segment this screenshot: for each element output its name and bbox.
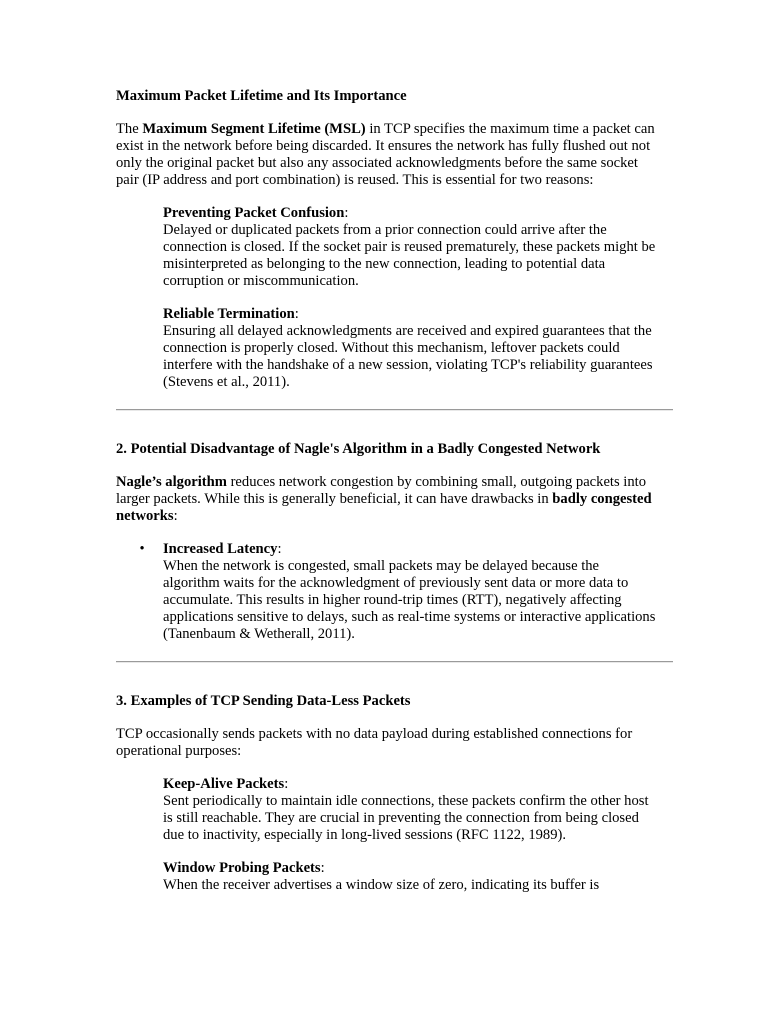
- bullet-icon: •: [139, 541, 145, 557]
- item-heading: Reliable Termination:: [163, 306, 299, 322]
- congested-term: badly congested networks: [116, 491, 652, 524]
- item-body: When the receiver advertises a window size of zero, indicating its buffer is: [163, 877, 600, 893]
- list-item: [163, 205, 656, 290]
- section2-list: [139, 541, 656, 643]
- section1-list: [163, 205, 656, 391]
- bullet-item: [139, 541, 656, 643]
- list-item: [163, 860, 656, 894]
- section1-intro: The Maximum Segment Lifetime (MSL) in TCP specifies the maximum time a packet can exist in the network before being discarded. It ensures the network has fully flushed out not only the original packet but also any associated acknowledgments before the same socket pair (IP address and port combination) is reused. This is essential for two reasons:: [116, 121, 655, 188]
- item-body: Sent periodically to maintain idle connections, these packets confirm the other host is still reachable. They are crucial in preventing the connection from being closed due to inactivity, especially in long-lived sessions (RFC 1122, 1989).: [163, 793, 649, 843]
- item-heading: Window Probing Packets:: [163, 860, 325, 876]
- item-body: Ensuring all delayed acknowledgments are received and expired guarantees that the connection is properly closed. Without this mechanism, leftover packets could interfere with the handshake of a new session, violating TCP's reliability guarantees (Stevens et al., 2011).: [163, 323, 653, 390]
- item-heading: Preventing Packet Confusion:: [163, 205, 349, 221]
- section2-intro: Nagle’s algorithm reduces network congestion by combining small, outgoing packets into larger packets. While this is generally beneficial, it can have drawbacks in badly congested networks:: [116, 474, 652, 524]
- document-content: [116, 88, 656, 894]
- item-body: Delayed or duplicated packets from a prior connection could arrive after the connection is closed. If the socket pair is reused prematurely, these packets might be misinterpreted as belonging to the new connection, leading to potential data corruption or miscommunication.: [163, 222, 656, 289]
- section3-intro: TCP occasionally sends packets with no data payload during established connections for operational purposes:: [116, 726, 633, 759]
- item-body: When the network is congested, small packets may be delayed because the algorithm waits for the acknowledgment of previously sent data or more data to accumulate. This results in higher round-trip times (RTT), negatively affecting applications sensitive to delays, such as real-time systems or interactive applications (Tanenbaum & Wetherall, 2011).: [163, 558, 656, 642]
- nagle-term: Nagle’s algorithm: [116, 474, 227, 490]
- list-item: [163, 306, 656, 391]
- section3-list: [163, 776, 656, 894]
- section3-title: 3. Examples of TCP Sending Data-Less Packets: [116, 693, 411, 709]
- item-heading: Increased Latency:: [163, 541, 282, 557]
- item-heading: Keep-Alive Packets:: [163, 776, 289, 792]
- list-item: [163, 776, 656, 844]
- section2-title: 2. Potential Disadvantage of Nagle's Algorithm in a Badly Congested Network: [116, 441, 601, 457]
- section1-title: Maximum Packet Lifetime and Its Importance: [116, 88, 407, 104]
- msl-term: Maximum Segment Lifetime (MSL): [142, 121, 366, 137]
